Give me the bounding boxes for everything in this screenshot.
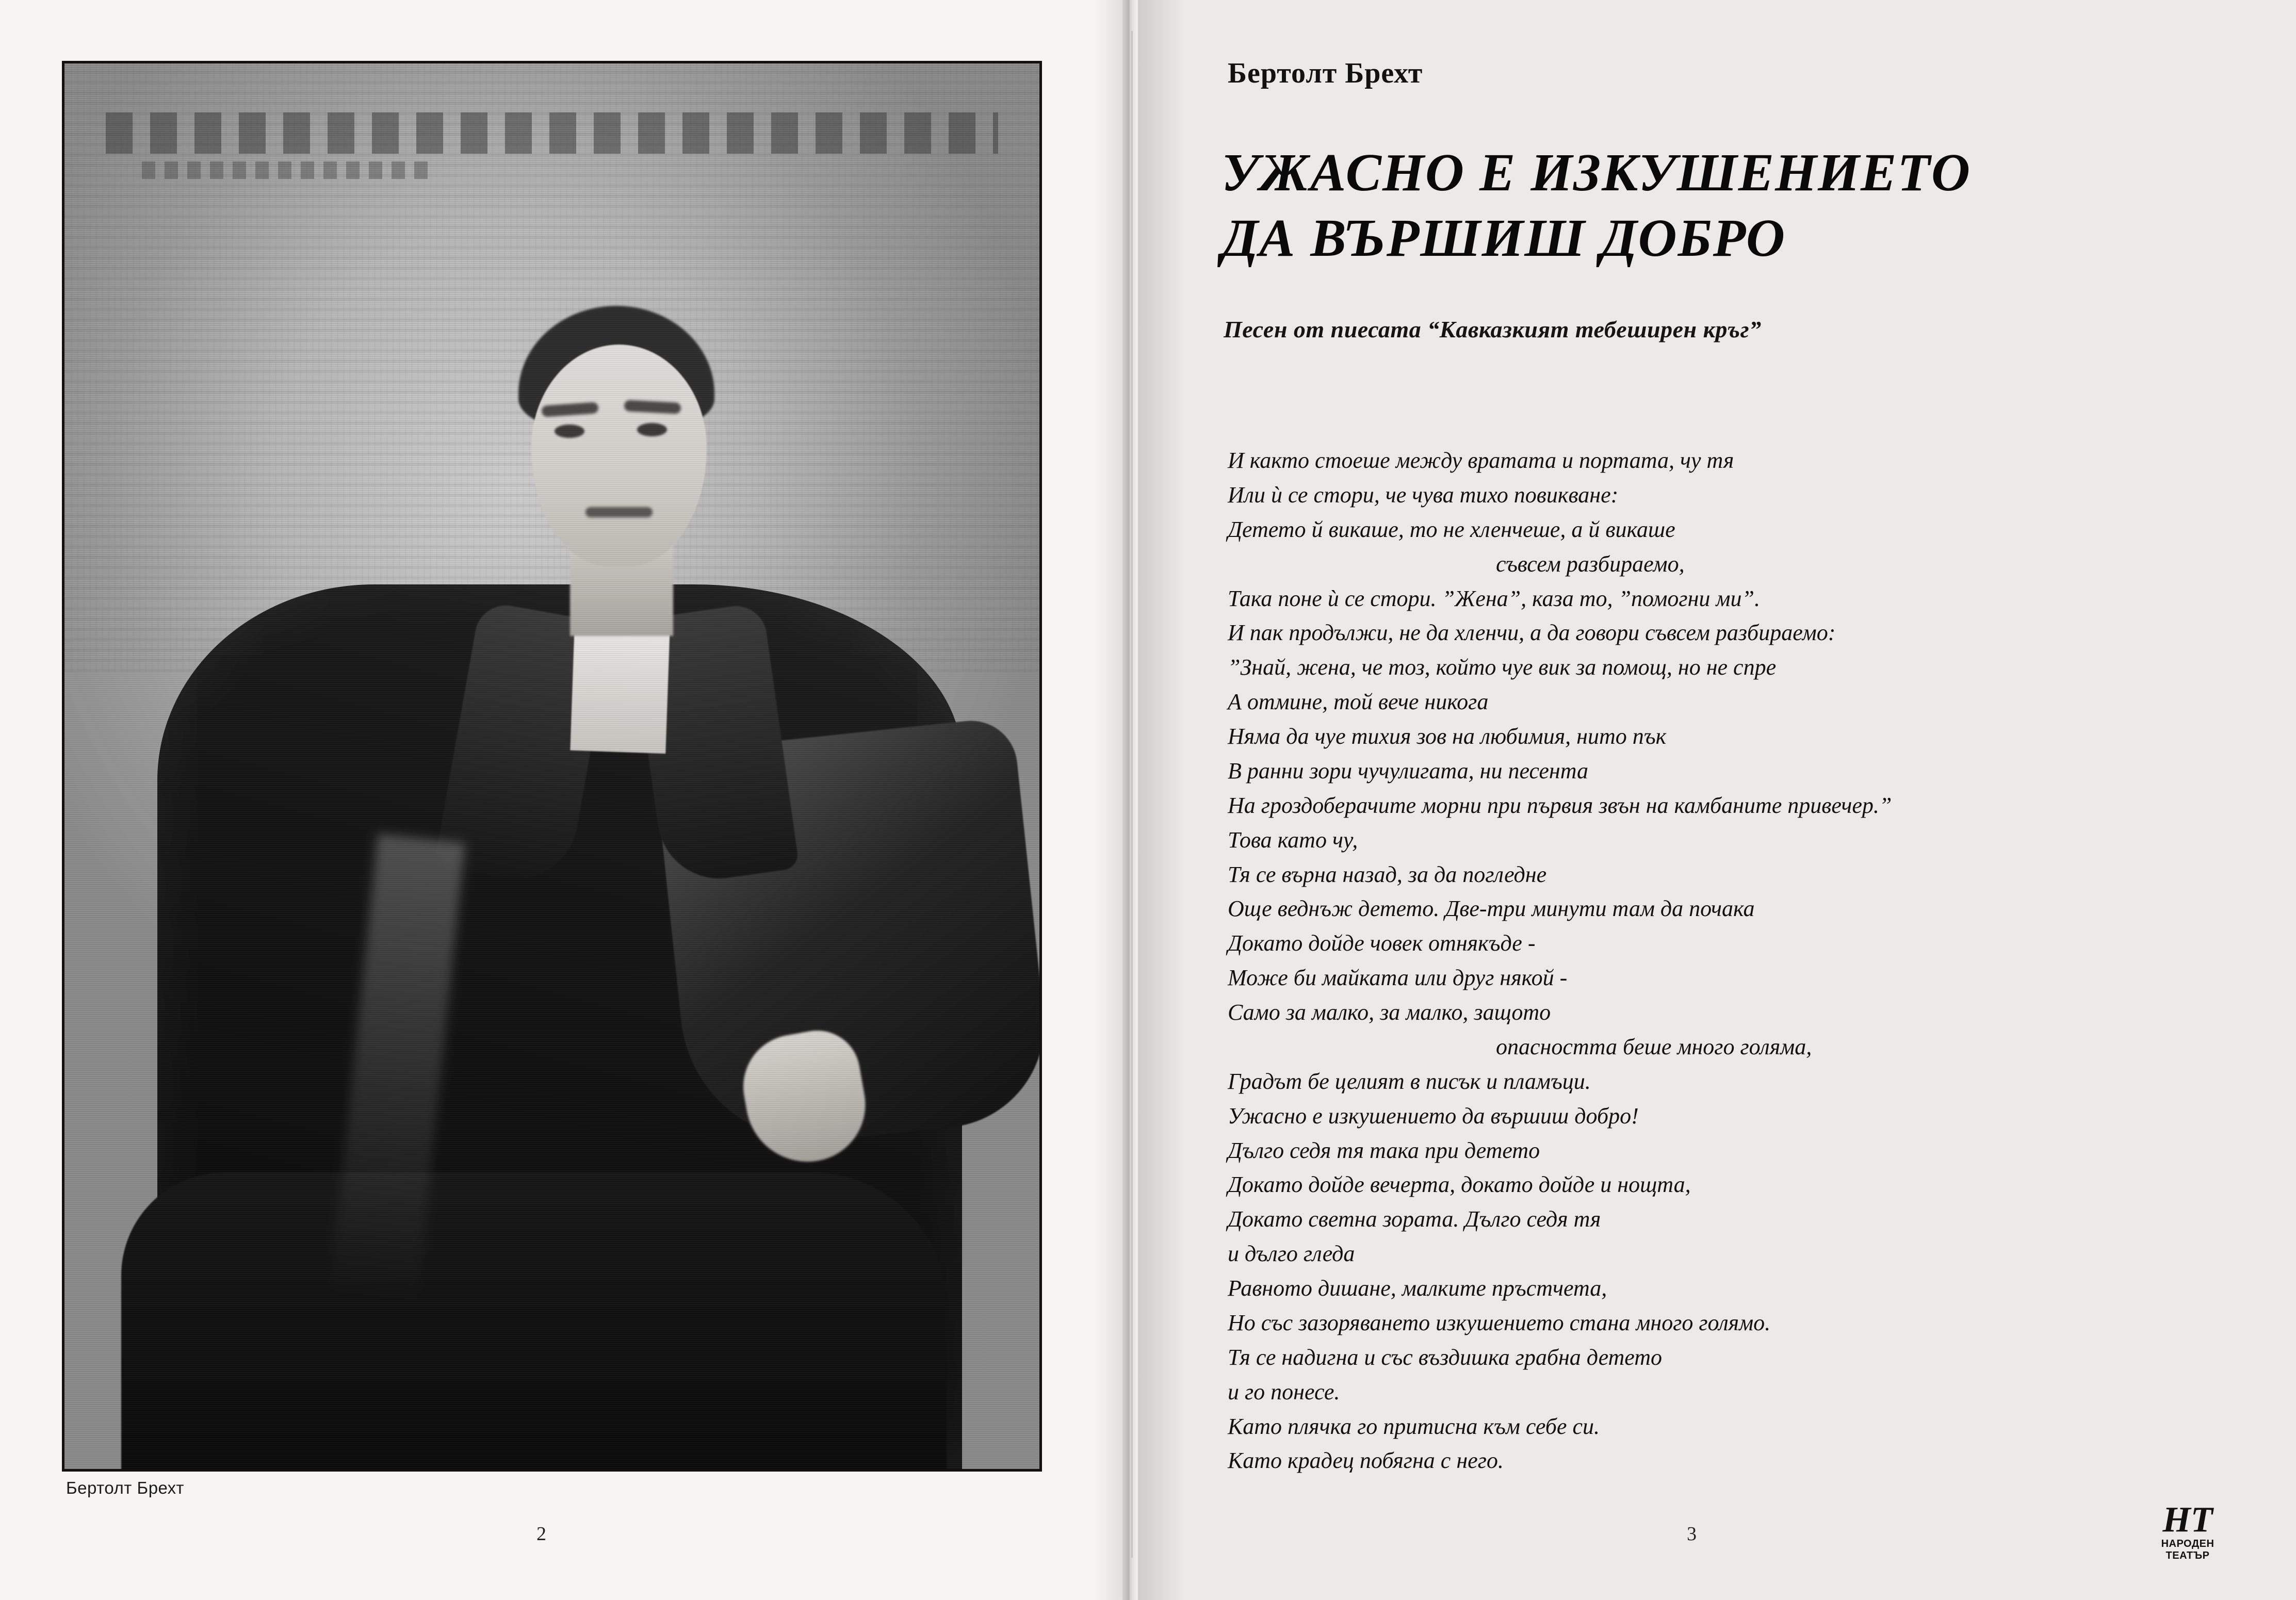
poem-line: Но със зазоряването изкушението стана много голямо. xyxy=(1228,1310,1771,1335)
newspaper-subhead-blur xyxy=(142,161,431,179)
national-theatre-logo xyxy=(2141,1500,2234,1570)
poem-line: и дълго гледа xyxy=(1228,1241,1355,1267)
logo-monogram: НТ xyxy=(2162,1500,2213,1540)
poem-line: Това като чу, xyxy=(1228,827,1358,853)
book-gutter xyxy=(1122,0,1138,1600)
page-number-left: 2 xyxy=(536,1523,546,1545)
poem-line: Детето й викаше, то не хленчеше, а й викаше xyxy=(1228,516,1675,542)
title-line-1: УЖАСНО Е ИЗКУШЕНИЕТО xyxy=(1222,143,1971,202)
author-name: Бертолт Брехт xyxy=(1228,57,1423,89)
poem-line: Още веднъж детето. Две-три минути там да почака xyxy=(1228,896,1755,922)
portrait-photo-bertolt-brecht xyxy=(62,61,1042,1472)
poem-line: Или ѝ се стори, че чува тихо повикване: xyxy=(1228,482,1619,508)
poem-line: Като крадец побягна с него. xyxy=(1228,1448,1504,1474)
poem-line: Като плячка го притисна към себе си. xyxy=(1228,1413,1600,1439)
poem-line: Така поне ѝ се стори. ”Жена”, каза то, ”помогни ми”. xyxy=(1228,585,1760,611)
poem-line: И пак продължи, не да хленчи, а да говори съвсем разбираемо: xyxy=(1228,620,1836,646)
poem-line: А отмине, той вече никога xyxy=(1228,689,1489,715)
poem-line: Тя се върна назад, за да погледне xyxy=(1228,861,1547,887)
poem-line: На гроздоберачите морни при първия звън на камбаните привечер.” xyxy=(1228,792,1892,818)
logo-line-2: ТЕАТЪР xyxy=(2165,1549,2210,1561)
poem-line: и го понесе. xyxy=(1228,1379,1340,1405)
poem-line: И както стоеше между вратата и портата, чу тя xyxy=(1228,448,1734,473)
poem-line: Градът бе целият в писък и пламъци. xyxy=(1228,1068,1591,1094)
poem-line: Докато дойде човек отнякъде - xyxy=(1228,930,1536,956)
poem-line: Може би майката или друг някой - xyxy=(1228,965,1568,991)
subtitle: Песен от пиесата “Кавказкият тебеширен кръг” xyxy=(1224,316,1762,342)
poem-line: ”Знай, жена, че тоз, който чуе вик за помощ, но не спре xyxy=(1228,655,1777,680)
poem-line: Тя се надигна и със въздишка грабна детето xyxy=(1228,1344,1663,1370)
photo-caption: Бертолт Брехт xyxy=(66,1478,184,1497)
poem-line: Ужасно е изкушението да вършиш добро! xyxy=(1228,1103,1639,1129)
poem-line: В ранни зори чучулигата, ни песента xyxy=(1228,758,1589,783)
poem-line: Дълго седя тя така при детето xyxy=(1228,1137,1540,1163)
figure-eye-left xyxy=(555,425,584,438)
figure-face xyxy=(531,345,707,566)
newspaper-headline-blur xyxy=(106,112,998,154)
poem-line: Докато дойде вечерта, докато дойде и нощта, xyxy=(1228,1172,1691,1198)
poem-line: опасността беше много голяма, xyxy=(1496,1034,1812,1059)
figure-lower-body xyxy=(121,1172,947,1472)
poem-line: Равното дишане, малките пръстчета, xyxy=(1228,1276,1607,1301)
page-title xyxy=(1222,140,2217,271)
poem-line: Няма да чуе тихия зов на любимия, нито пък xyxy=(1228,724,1667,749)
photo-background xyxy=(64,63,1039,1469)
poem-body xyxy=(1228,444,2239,1478)
poem-line: съвсем разбираемо, xyxy=(1496,551,1685,577)
figure-mouth xyxy=(585,507,653,517)
figure-eye-right xyxy=(637,423,667,436)
poem-line: Докато светна зората. Дълго седя тя xyxy=(1228,1206,1601,1232)
logo-line-1: НАРОДЕН xyxy=(2161,1538,2214,1549)
page-number-right: 3 xyxy=(1687,1523,1697,1545)
poem-line: Само за малко, за малко, защото xyxy=(1228,1000,1551,1025)
title-line-2: ДА ВЪРШИШ ДОБРО xyxy=(1222,208,1786,268)
gutter-fold-line xyxy=(1131,31,1133,1558)
